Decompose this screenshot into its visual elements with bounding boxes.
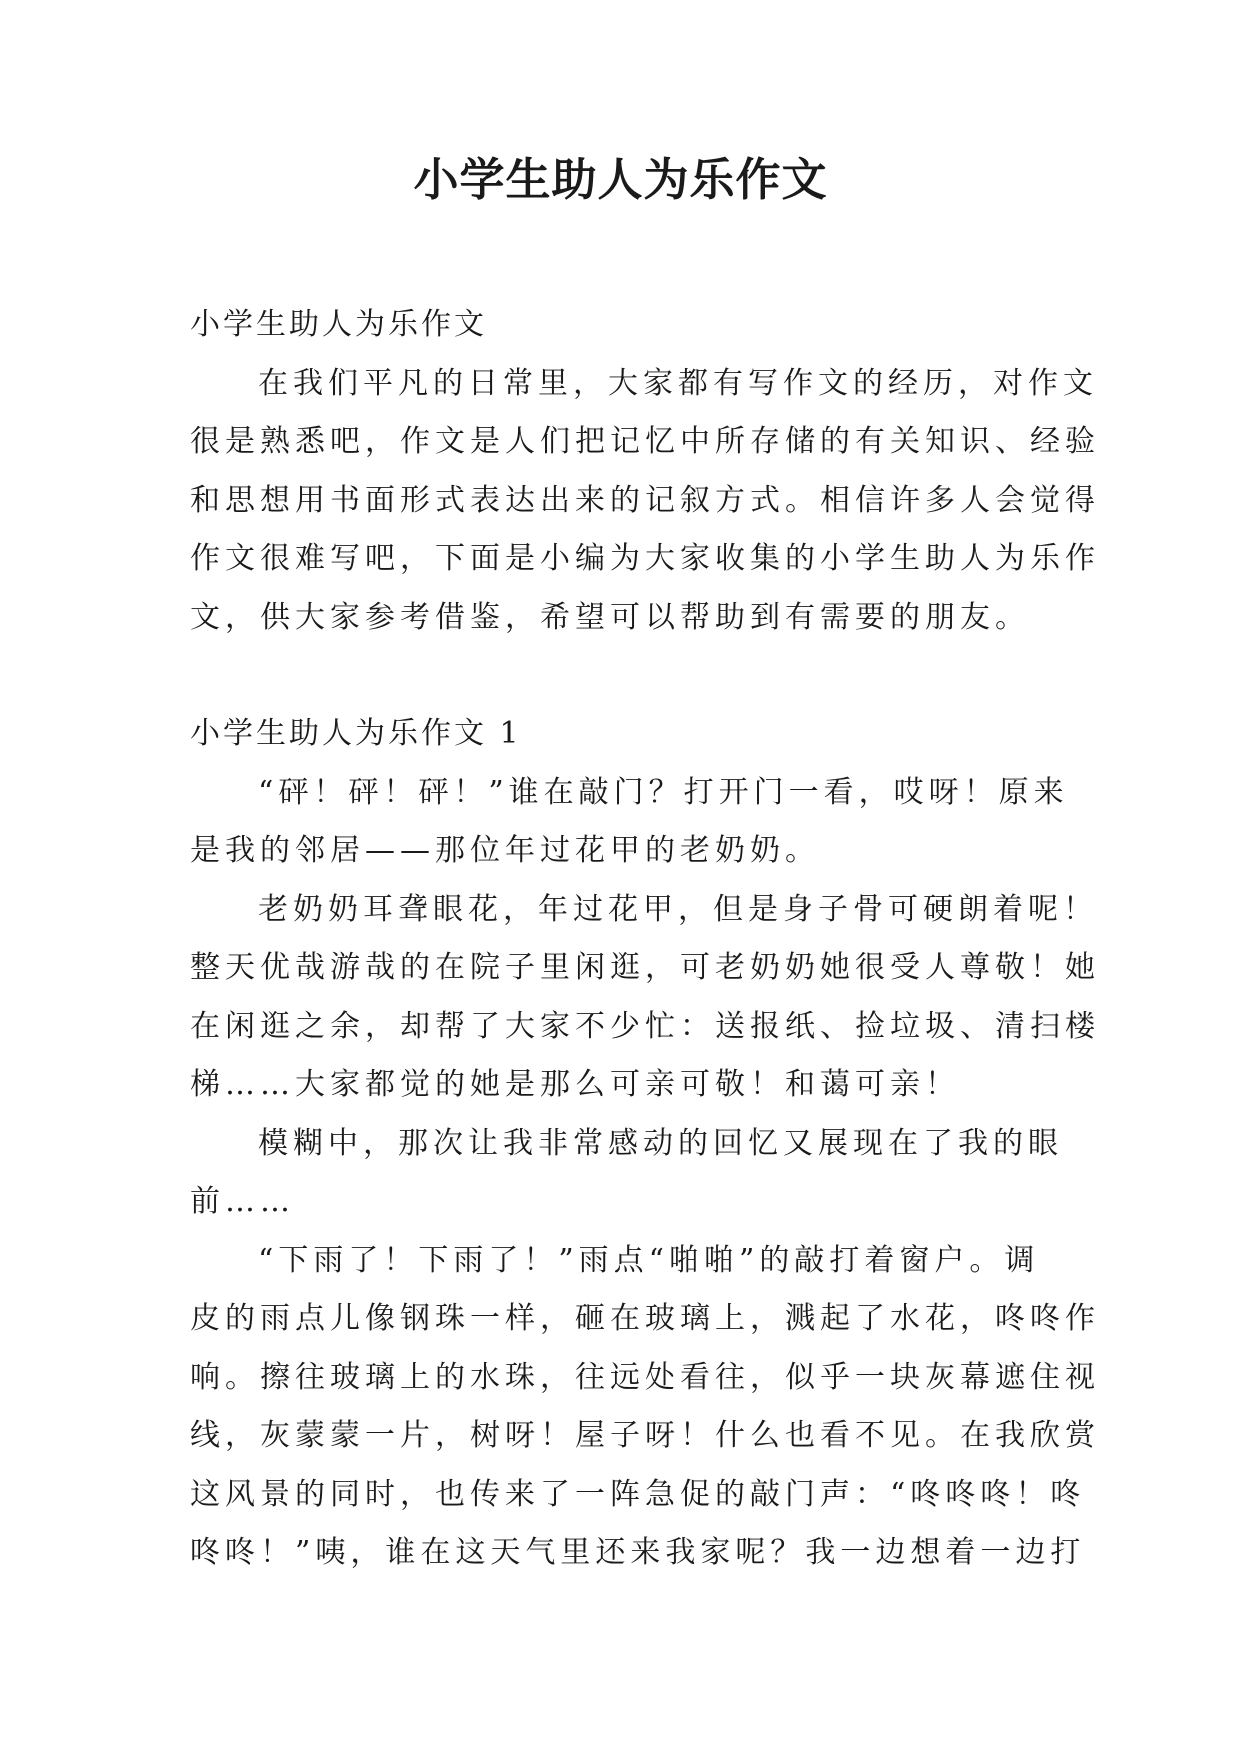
document-body [190, 296, 1100, 1583]
essay-heading: 小学生助人为乐作文 1 [190, 716, 522, 751]
paragraph-line: “下雨了！下雨了！”雨点“啪啪”的敲打着窗户。调 [258, 1242, 1040, 1278]
paragraph-line: 前…… [190, 1184, 295, 1219]
section-spacer [190, 647, 1050, 705]
paragraph-line: 老奶奶耳聋眼花，年过花甲，但是身子骨可硬朗着呢！ [258, 891, 1098, 927]
paragraph-line: 很是熟悉吧，作文是人们把记忆中所存储的有关知识、经验 [190, 424, 1100, 459]
paragraph-line: 整天优哉游哉的在院子里闲逛，可老奶奶她很受人尊敬！她 [190, 950, 1100, 985]
paragraph-line: 皮的雨点儿像钢珠一样，砸在玻璃上，溅起了水花，咚咚作 [190, 1301, 1100, 1336]
paragraph-line: 在我们平凡的日常里，大家都有写作文的经历，对作文 [258, 365, 1098, 401]
document-title: 小学生助人为乐作文 [413, 153, 828, 206]
paragraph-line: 模糊中，那次让我非常感动的回忆又展现在了我的眼 [258, 1125, 1063, 1161]
paragraph-line: 响。擦往玻璃上的水珠，往远处看往，似乎一块灰幕遮住视 [190, 1359, 1100, 1395]
intro-heading: 小学生助人为乐作文 [190, 307, 487, 342]
paragraph-line: 文，供大家参考借鉴，希望可以帮助到有需要的朋友。 [190, 599, 1030, 635]
paragraph-line: 线，灰蒙蒙一片，树呀！屋子呀！什么也看不见。在我欣赏 [190, 1418, 1100, 1453]
paragraph-line: 这风景的同时，也传来了一阵急促的敲门声：“咚咚咚！咚 [190, 1476, 1086, 1512]
paragraph-line: “砰！砰！砰！”谁在敲门？打开门一看，哎呀！原来 [258, 774, 1069, 810]
paragraph-line: 和思想用书面形式表达出来的记叙方式。相信许多人会觉得 [190, 482, 1100, 518]
paragraph-line: 在闲逛之余，却帮了大家不少忙：送报纸、捡垃圾、清扫楼 [190, 1008, 1100, 1044]
paragraph-line: 梯……大家都觉的她是那么可亲可敬！和蔼可亲！ [190, 1067, 960, 1102]
paragraph-line: 作文很难写吧，下面是小编为大家收集的小学生助人为乐作 [190, 541, 1100, 576]
paragraph-line: 是我的邻居——那位年过花甲的老奶奶。 [190, 833, 820, 868]
paragraph-line: 咚咚！”咦，谁在这天气里还来我家呢？我一边想着一边打 [190, 1535, 1086, 1570]
